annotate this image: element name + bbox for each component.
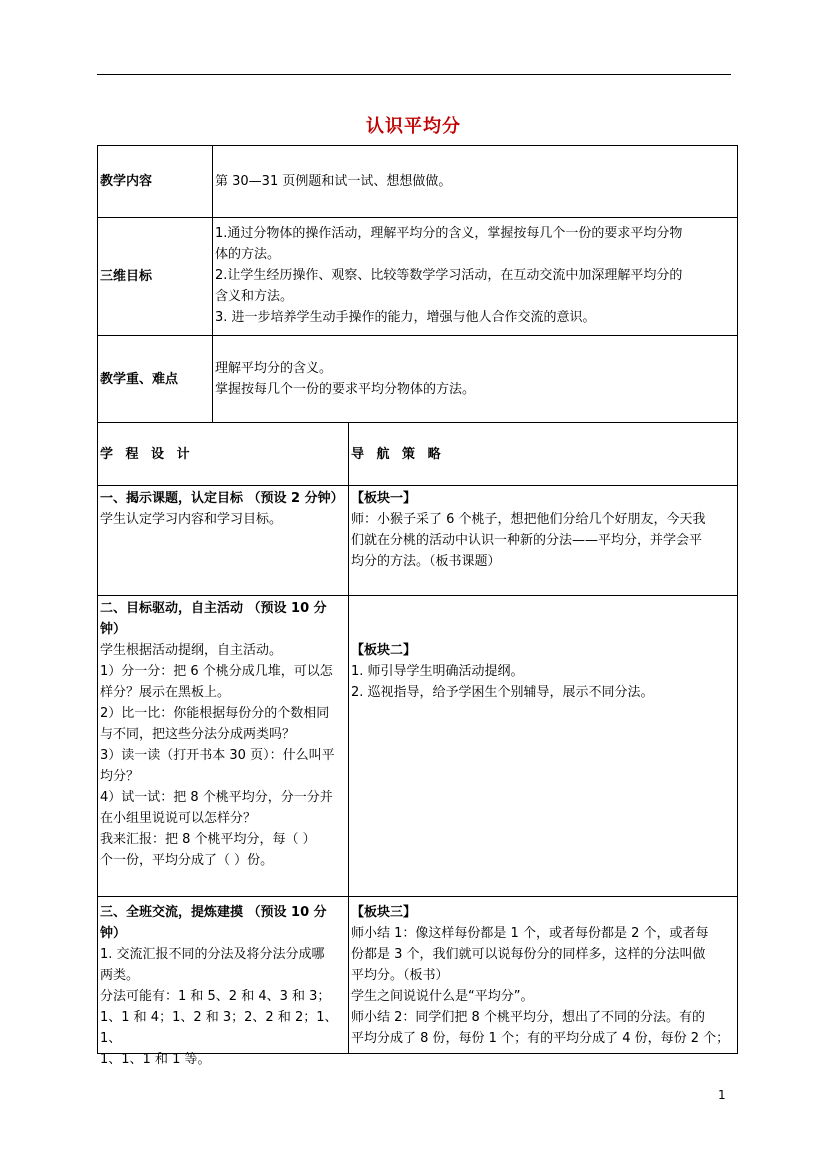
keypoints-text-cell	[212, 335, 738, 423]
section-line: 个一份，平均分成了（ ）份。	[100, 853, 274, 868]
section-line: 平均分。（板书）	[351, 968, 449, 983]
goal-line: 3. 进一步培养学生动手操作的能力，增强与他人合作交流的意识。	[215, 310, 596, 325]
section-heading-cont: 钟）	[100, 926, 127, 941]
section-line: 学生根据活动提纲，自主活动。	[100, 643, 283, 658]
left-column-header: 学 程 设 计	[100, 446, 194, 462]
section-heading: 二、目标驱动，自主活动 （预设 10 分	[100, 601, 327, 616]
section-line: 师小结 1：像这样每份都是 1 个，或者每份都是 2 个，或者每	[351, 926, 709, 941]
section-line: 1、1 和 4；1、2 和 3；2、2 和 2；1、1、	[100, 1010, 338, 1046]
section-line: 我来汇报：把 8 个桃平均分，每（ ）	[100, 832, 316, 847]
section-line: 在小组里说说可以怎样分？	[100, 811, 257, 826]
keypoint-line: 掌握按每几个一份的要求平均分物体的方法。	[215, 382, 476, 397]
section-1-right-cell	[348, 485, 738, 596]
section-3-left-cell	[97, 896, 349, 1067]
goal-line: 体的方法。	[215, 247, 281, 262]
section-3-right-cell	[348, 896, 738, 1054]
right-column-header: 导 航 策 略	[351, 446, 445, 462]
goal-line: 含义和方法。	[215, 289, 294, 304]
section-line: 样分？展示在黑板上。	[100, 685, 231, 700]
section-line: 1）分一分：把 6 个桃分成几堆，可以怎	[100, 664, 333, 679]
section-line: 2. 巡视指导，给予学困生个别辅导，展示不同分法。	[351, 685, 654, 700]
section-heading: 一、揭示课题，认定目标 （预设 2 分钟）	[100, 491, 344, 506]
goal-line: 2.让学生经历操作、观察、比较等数学学习活动，在互动交流中加深理解平均分的	[215, 268, 683, 283]
keypoint-line: 理解平均分的含义。	[215, 361, 333, 376]
block-heading: 【板块一】	[351, 491, 417, 506]
section-line: 3）读一读（打开书本 30 页）：什么叫平	[100, 748, 335, 763]
content-label: 教学内容	[100, 174, 153, 189]
block-heading: 【板块二】	[351, 643, 417, 658]
goals-text-cell	[212, 217, 738, 336]
section-line: 学生认定学习内容和学习目标。	[100, 512, 283, 527]
content-label-cell	[97, 145, 213, 218]
section-line: 分法可能有：1 和 5、2 和 4、3 和 3；	[100, 989, 331, 1004]
keypoints-label: 教学重、难点	[100, 371, 179, 387]
goal-line: 1.通过分物体的操作活动，理解平均分的含义，掌握按每几个一份的要求平均分物	[215, 226, 683, 241]
section-line: 1. 交流汇报不同的分法及将分法分成哪	[100, 947, 325, 962]
goals-label: 三维目标	[100, 269, 153, 284]
section-line: 均分？	[100, 769, 140, 784]
section-2-left-cell	[97, 595, 349, 897]
keypoints-label-cell	[97, 335, 213, 423]
right-column-header-cell	[348, 422, 738, 486]
section-line: 师：小猴子采了 6 个桃子，想把他们分给几个好朋友，今天我	[351, 512, 706, 527]
section-line: 学生之间说说什么是“平均分”。	[351, 989, 534, 1004]
page-number: 1	[718, 1088, 726, 1102]
page-title: 认识平均分	[366, 116, 461, 137]
content-text-cell	[212, 145, 738, 218]
section-line: 师小结 2：同学们把 8 个桃平均分，想出了不同的分法。有的	[351, 1010, 705, 1025]
left-column-header-cell	[97, 422, 349, 486]
section-line: 1. 师引导学生明确活动提纲。	[351, 664, 524, 679]
section-line: 平均分成了 8 份，每份 1 个；有的平均分成了 4 份，每份 2 个；	[351, 1031, 730, 1046]
section-heading-cont: 钟）	[100, 622, 127, 637]
section-line: 2）比一比：你能根据每份分的个数相同	[100, 706, 330, 721]
header-rule	[97, 74, 731, 75]
block-heading: 【板块三】	[351, 905, 417, 920]
section-line: 均分的方法。（板书课题）	[351, 554, 501, 569]
content-text: 第 30—31 页例题和试一试、想想做做。	[215, 174, 452, 189]
goals-label-cell	[97, 217, 213, 336]
section-line: 们就在分桃的活动中认识一种新的分法——平均分，并学会平	[351, 533, 703, 548]
section-line: 份都是 3 个，我们就可以说每份分的同样多，这样的分法叫做	[351, 947, 706, 962]
section-2-right-cell	[348, 595, 738, 897]
section-heading: 三、全班交流，提炼建摸 （预设 10 分	[100, 905, 327, 920]
section-line: 4）试一试：把 8 个桃平均分，分一分并	[100, 790, 333, 805]
section-line: 两类。	[100, 968, 140, 983]
section-1-left-cell	[97, 485, 349, 596]
section-line: 与不同，把这些分法分成两类吗？	[100, 727, 296, 742]
section-line: 1、1、1 和 1 等。	[100, 1052, 211, 1067]
